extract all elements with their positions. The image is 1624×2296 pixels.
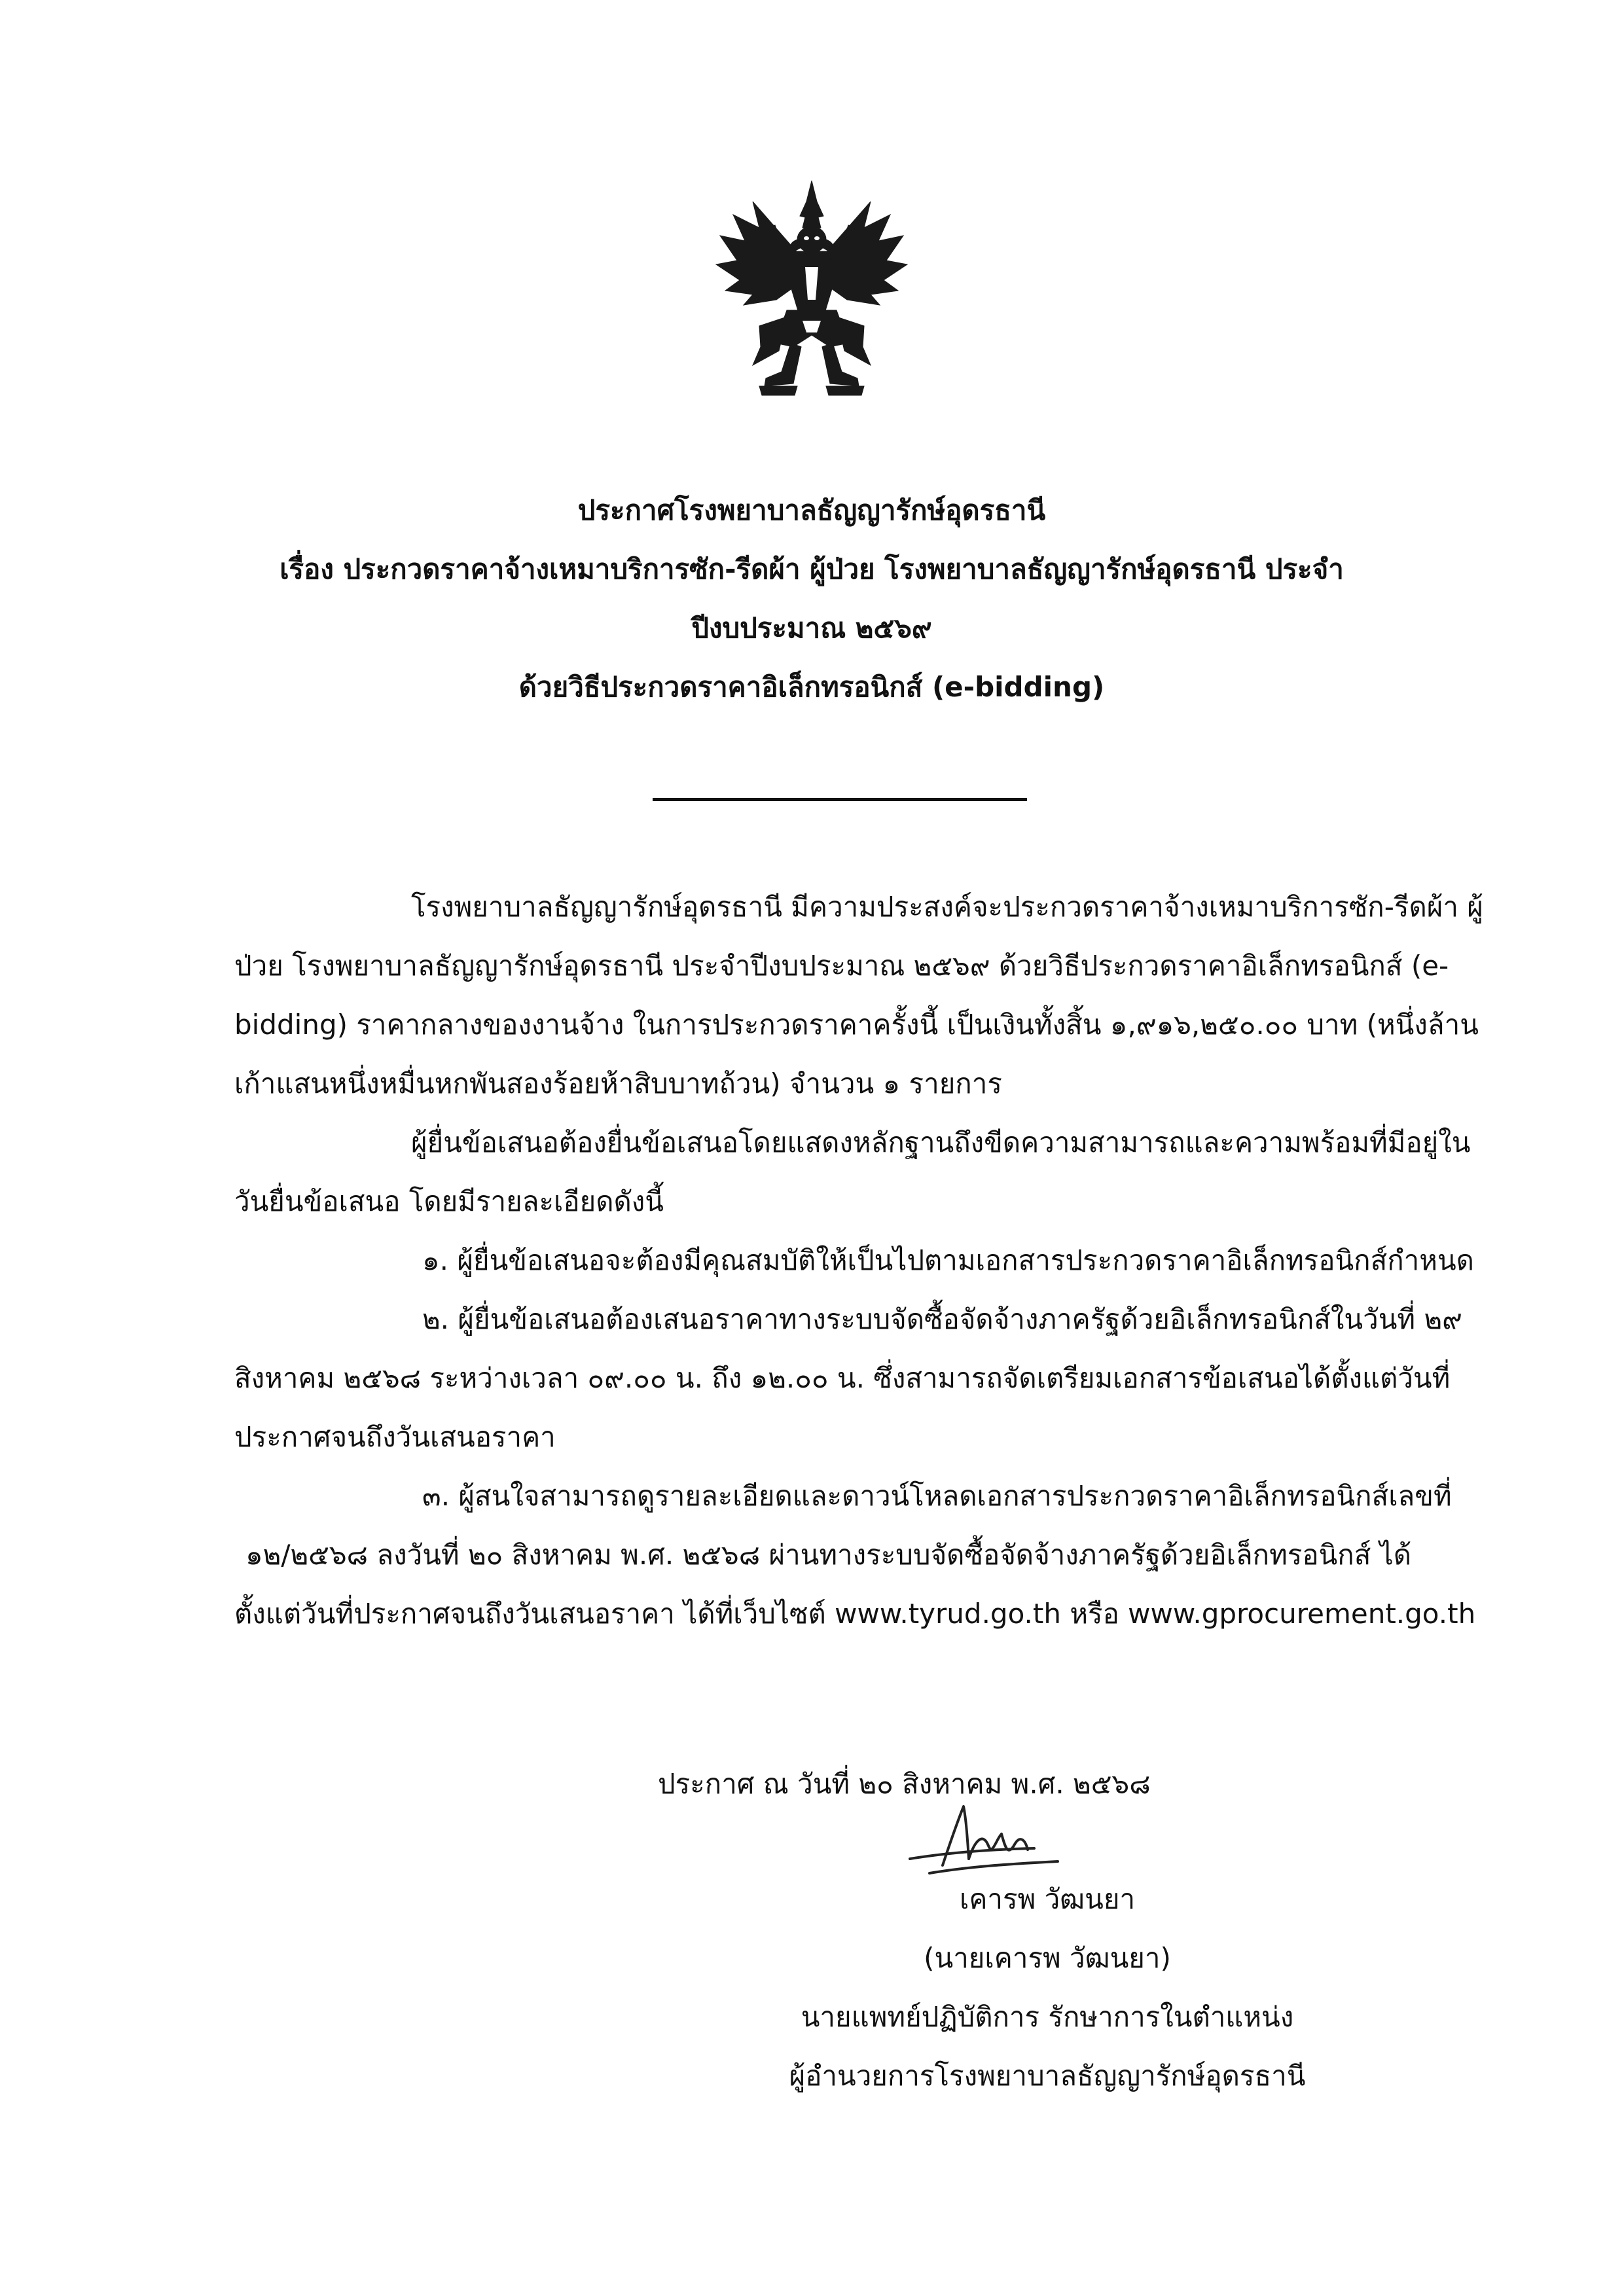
signer-full-name: (นายเคารพ วัฒนยา) (924, 1942, 1171, 1974)
list-item-2-line-2: สิงหาคม ๒๕๖๘ ระหว่างเวลา ๐๙.๐๐ น. ถึง ๑๒.๐๐ น. ซึ่งสามารถจัดเตรียมเอกสารข้อเสนอได้ตั้งแต่วันที่ (234, 1362, 1451, 1394)
header-divider (653, 798, 1027, 801)
paragraph-1-line-4: เก้าแสนหนึ่งหมื่นหกพันสองร้อยห้าสิบบาทถ้วน) จำนวน ๑ รายการ (234, 1067, 1002, 1100)
list-item-2-line-3: ประกาศจนถึงวันเสนอราคา (234, 1421, 556, 1453)
announcement-title: ประกาศโรงพยาบาลธัญญารักษ์อุดรธานี (577, 494, 1046, 526)
paragraph-2-line-2: วันยื่นข้อเสนอ โดยมีรายละเอียดดังนี้ (234, 1185, 664, 1217)
paragraph-2-line-1: ผู้ยื่นข้อเสนอต้องยื่นข้อเสนอโดยแสดงหลักฐานถึงขีดความสามารถและความพร้อมที่มีอยู่ใน (411, 1126, 1471, 1158)
paragraph-1-line-3: bidding) ราคากลางของงานจ้าง ในการประกวดราคาครั้งนี้ เป็นเงินทั้งสิ้น ๑,๙๑๖,๒๕๐.๐๐ บาท (หนึ่งล้าน (234, 1009, 1479, 1041)
list-item-3-line-2: ๑๒/๒๕๖๘ ลงวันที่ ๒๐ สิงหาคม พ.ศ. ๒๕๖๘ ผ่านทางระบบจัดซื้อจัดจ้างภาครัฐด้วยอิเล็กทรอนิกส์ ได้ (245, 1539, 1412, 1571)
handwritten-signature-icon (903, 1793, 1074, 1885)
announce-date: ประกาศ ณ วันที่ ๒๐ สิงหาคม พ.ศ. ๒๕๖๘ (658, 1768, 1151, 1800)
fiscal-year-line: ปีงบประมาณ ๒๕๖๙ (691, 612, 932, 644)
list-item-3-line-3: ตั้งแต่วันที่ประกาศจนถึงวันเสนอราคา ได้ที่เว็บไซต์ www.tyrud.go.th หรือ www.gprocurement.go.th (234, 1598, 1476, 1630)
list-item-3-line-1: ๓. ผู้สนใจสามารถดูรายละเอียดและดาวน์โหลดเอกสารประกวดราคาอิเล็กทรอนิกส์เลขที่ (422, 1480, 1452, 1512)
list-item-1: ๑. ผู้ยื่นข้อเสนอจะต้องมีคุณสมบัติให้เป็นไปตามเอกสารประกวดราคาอิเล็กทรอนิกส์กำหนด (422, 1244, 1474, 1276)
subject-line: เรื่อง ประกวดราคาจ้างเหมาบริการซัก-รีดผ้า ผู้ป่วย โรงพยาบาลธัญญารักษ์อุดรธานี ประจำ (280, 553, 1344, 585)
signed-name: เคารพ วัฒนยา (959, 1883, 1136, 1915)
method-line: ด้วยวิธีประกวดราคาอิเล็กทรอนิกส์ (e-bidding) (518, 671, 1105, 703)
signer-organization: ผู้อำนวยการโรงพยาบาลธัญญารักษ์อุดรธานี (789, 2060, 1306, 2092)
garuda-emblem-icon (713, 175, 910, 411)
paragraph-1-line-2: ป่วย โรงพยาบาลธัญญารักษ์อุดรธานี ประจำปีงบประมาณ ๒๕๖๙ ด้วยวิธีประกวดราคาอิเล็กทรอนิกส์ (e- (234, 950, 1449, 982)
signer-position: นายแพทย์ปฏิบัติการ รักษาการในตำแหน่ง (801, 2001, 1294, 2033)
paragraph-1-line-1: โรงพยาบาลธัญญารักษ์อุดรธานี มีความประสงค์จะประกวดราคาจ้างเหมาบริการซัก-รีดผ้า ผู้ (411, 891, 1483, 923)
list-item-2-line-1: ๒. ผู้ยื่นข้อเสนอต้องเสนอราคาทางระบบจัดซื้อจัดจ้างภาครัฐด้วยอิเล็กทรอนิกส์ในวันที่ ๒๙ (422, 1303, 1462, 1335)
